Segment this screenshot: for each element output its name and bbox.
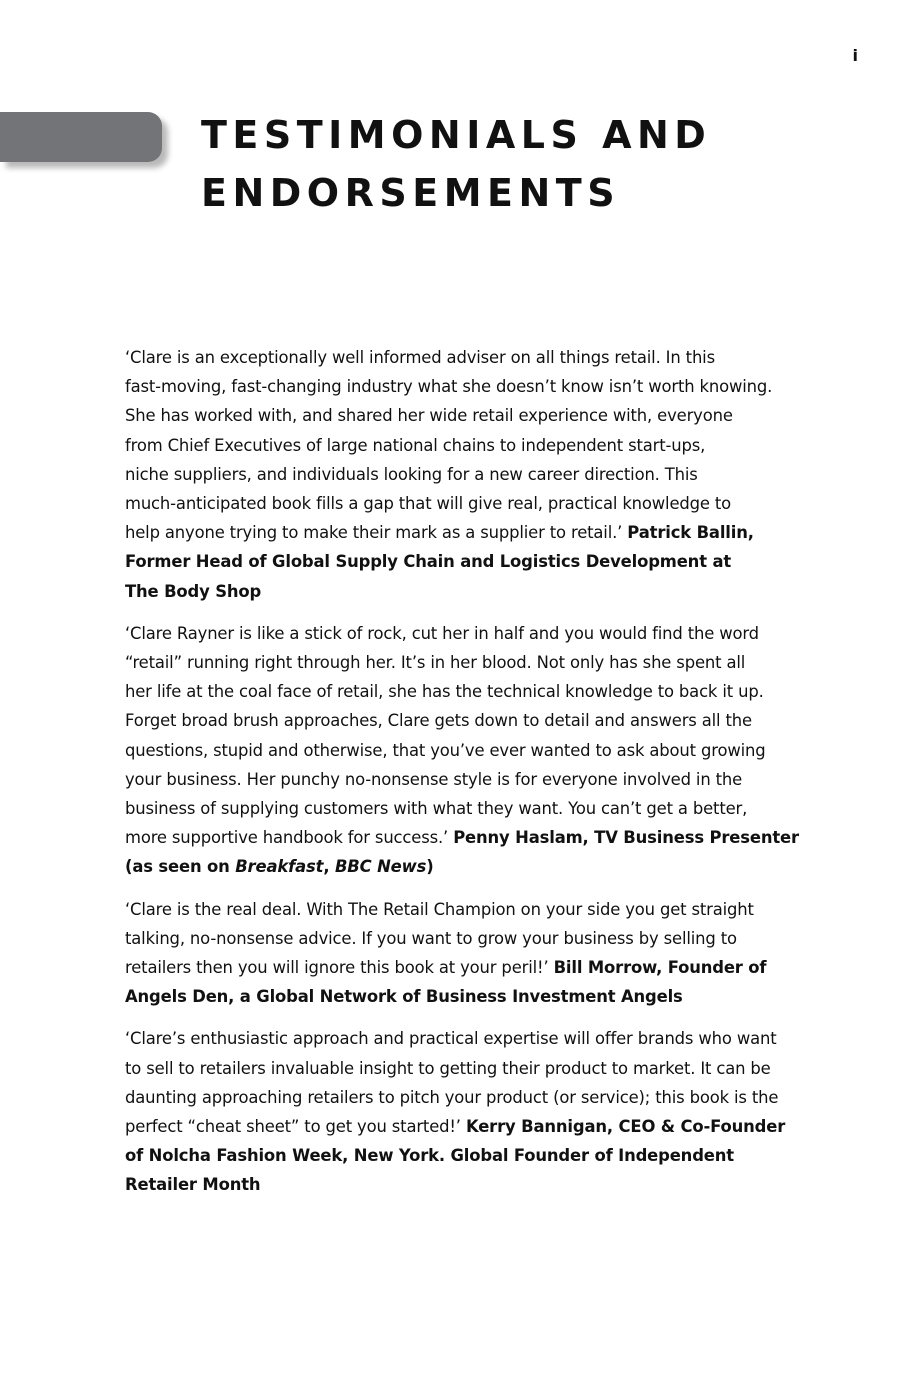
- quote-line: fast-moving, fast-changing industry what she doesn’t know isn’t worth knowing.: [125, 377, 773, 397]
- chapter-title-line-2: ENDORSEMENTS: [201, 171, 621, 215]
- show-title-breakfast: Breakfast: [235, 857, 324, 877]
- testimonial-patrick-ballin: [125, 343, 805, 606]
- attribution-prefix: (as seen on: [125, 857, 236, 877]
- quote-line: “retail” running right through her. It’s in her blood. Not only has she spent all: [125, 653, 746, 673]
- show-title-bbc-news: BBC News: [334, 857, 427, 877]
- quote-line-with-attribution: [125, 823, 805, 852]
- attribution-line: [125, 852, 805, 881]
- attribution-name: Kerry Bannigan, CEO & Co-Founder: [465, 1117, 786, 1137]
- quote-line: ‘Clare is the real deal. With The Retail Champion on your side you get straight: [125, 899, 754, 919]
- quote-line-with-attribution: [125, 518, 805, 547]
- quote-line: She has worked with, and shared her wide retail experience with, everyone: [125, 406, 733, 426]
- quote-line: your business. Her punchy no-nonsense style is for everyone involved in the: [125, 769, 743, 789]
- chapter-title: [201, 106, 841, 222]
- quote-line: business of supplying customers with what they want. You can’t get a better,: [125, 799, 748, 819]
- quote-text: more supportive handbook for success.’: [125, 828, 454, 848]
- quote-line: ‘Clare’s enthusiastic approach and practical expertise will offer brands who want: [125, 1029, 777, 1049]
- quote-line: ‘Clare is an exceptionally well informed adviser on all things retail. In this: [125, 348, 715, 367]
- attribution-separator: ,: [323, 857, 335, 877]
- attribution-line: Retailer Month: [125, 1175, 261, 1195]
- quote-text: perfect “cheat sheet” to get you started!’: [125, 1117, 466, 1137]
- quote-line: to sell to retailers invaluable insight to getting their product to market. It can be: [125, 1058, 771, 1078]
- attribution-name: Penny Haslam, TV Business Presenter: [453, 828, 799, 848]
- quote-line-with-attribution: [125, 953, 805, 982]
- quote-line: much-anticipated book fills a gap that will give real, practical knowledge to: [125, 494, 732, 514]
- chapter-title-line-1: TESTIMONIALS AND: [201, 113, 712, 157]
- quote-text: retailers then you will ignore this book at your peril!’: [125, 958, 554, 978]
- quote-line: daunting approaching retailers to pitch your product (or service); this book is the: [125, 1087, 779, 1107]
- page-number: i: [852, 46, 858, 65]
- chapter-tab: [0, 112, 162, 162]
- testimonials-body: [125, 343, 805, 1213]
- quote-line: from Chief Executives of large national chains to independent start-ups,: [125, 435, 706, 455]
- attribution-name: Patrick Ballin,: [627, 523, 754, 543]
- attribution-line: of Nolcha Fashion Week, New York. Global Founder of Independent: [125, 1146, 734, 1166]
- testimonial-penny-haslam: [125, 619, 805, 882]
- attribution-suffix: ): [426, 857, 434, 877]
- quote-line: her life at the coal face of retail, she has the technical knowledge to back it up.: [125, 682, 764, 702]
- quote-line: talking, no-nonsense advice. If you want to grow your business by selling to: [125, 928, 737, 948]
- quote-line: questions, stupid and otherwise, that you’ve ever wanted to ask about growing: [125, 740, 766, 760]
- quote-line: Forget broad brush approaches, Clare gets down to detail and answers all the: [125, 711, 752, 731]
- attribution-line: Former Head of Global Supply Chain and Logistics Development at: [125, 552, 732, 572]
- attribution-name: Bill Morrow, Founder of: [553, 958, 767, 978]
- testimonial-kerry-bannigan: [125, 1024, 805, 1199]
- quote-line: ‘Clare Rayner is like a stick of rock, cut her in half and you would find the word: [125, 623, 759, 643]
- attribution-line: The Body Shop: [125, 581, 262, 601]
- quote-line-with-attribution: [125, 1112, 805, 1141]
- testimonial-bill-morrow: [125, 895, 805, 1012]
- quote-text: help anyone trying to make their mark as a supplier to retail.’: [125, 523, 628, 543]
- quote-line: niche suppliers, and individuals looking for a new career direction. This: [125, 464, 698, 484]
- attribution-line: Angels Den, a Global Network of Business Investment Angels: [125, 987, 683, 1007]
